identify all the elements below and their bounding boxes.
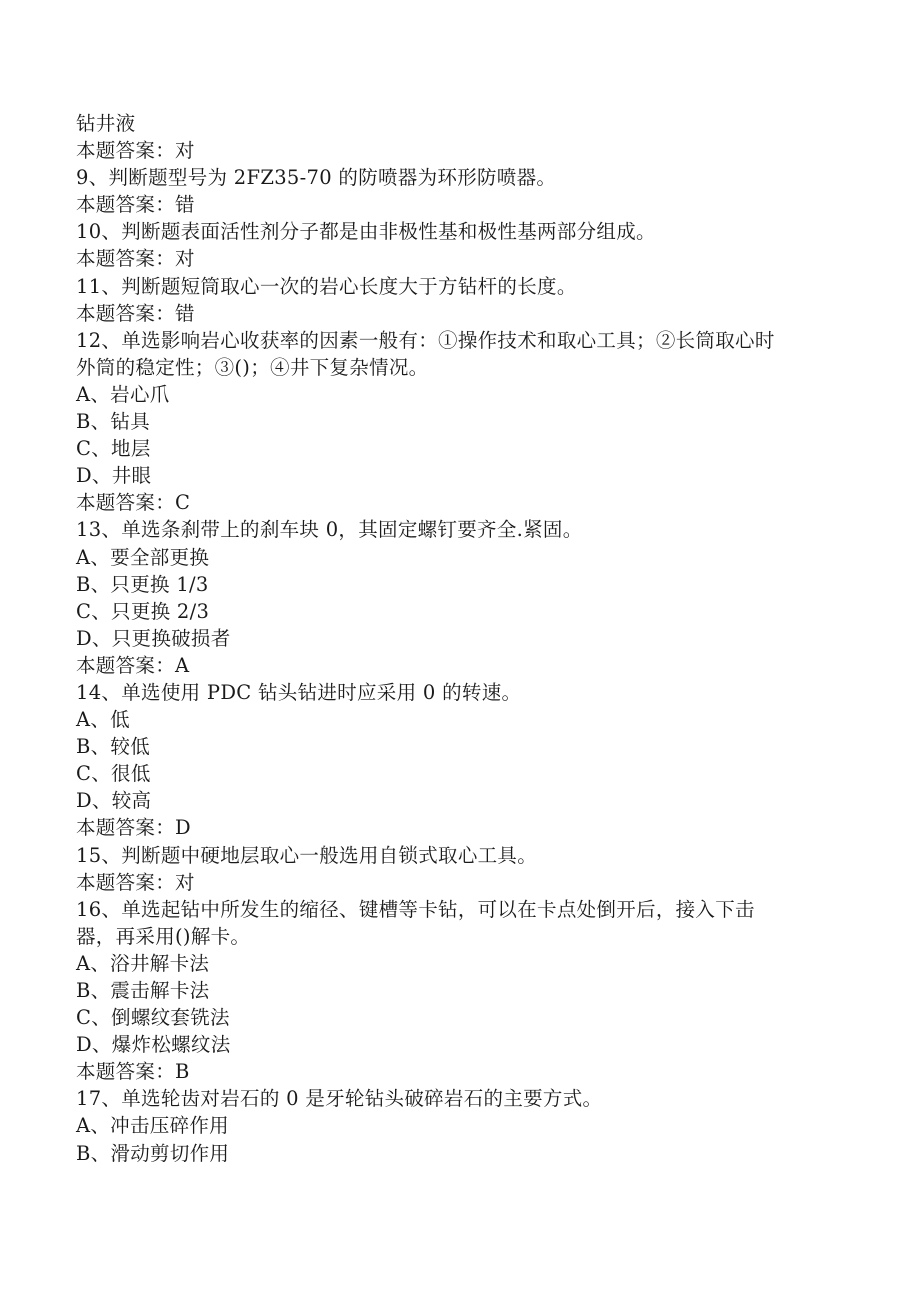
answer-line: 本题答案：错 bbox=[76, 301, 195, 325]
option-line: B、滑动剪切作用 bbox=[76, 1141, 230, 1165]
option-line: A、低 bbox=[76, 708, 130, 732]
question-line: 外筒的稳定性；③()；④井下复杂情况。 bbox=[76, 355, 429, 379]
question-line: 12、单选影响岩心收获率的因素一般有：①操作技术和取心工具；②长筒取心时 bbox=[76, 328, 775, 352]
option-line: B、只更换 1/3 bbox=[76, 572, 209, 596]
answer-line: 本题答案：错 bbox=[76, 193, 195, 217]
question-line: 14、单选使用 PDC 钻头钻进时应采用 0 的转速。 bbox=[76, 680, 522, 704]
document-body bbox=[76, 110, 846, 1167]
question-line: 器，再采用()解卡。 bbox=[76, 924, 251, 948]
answer-line: 本题答案：A bbox=[76, 653, 190, 677]
question-line: 13、单选条刹带上的刹车块 0，其固定螺钉要齐全.紧固。 bbox=[76, 518, 583, 542]
option-line: D、爆炸松螺纹法 bbox=[76, 1033, 231, 1057]
answer-line: 本题答案：对 bbox=[76, 247, 195, 271]
answer-line: 本题答案：对 bbox=[76, 139, 195, 163]
option-line: C、只更换 2/3 bbox=[76, 599, 210, 623]
option-line: B、较低 bbox=[76, 735, 151, 759]
question-line: 15、判断题中硬地层取心一般选用自锁式取心工具。 bbox=[76, 843, 538, 867]
question-line: 10、判断题表面活性剂分子都是由非极性基和极性基两部分组成。 bbox=[76, 220, 656, 244]
option-line: B、震击解卡法 bbox=[76, 979, 210, 1002]
option-line: D、只更换破损者 bbox=[76, 626, 231, 650]
option-line: C、很低 bbox=[76, 762, 151, 786]
question-line: 11、判断题短筒取心一次的岩心长度大于方钻杆的长度。 bbox=[76, 274, 577, 298]
option-line: D、较高 bbox=[76, 789, 152, 813]
option-line: A、浴井解卡法 bbox=[76, 951, 210, 975]
option-line: A、岩心爪 bbox=[76, 382, 170, 406]
option-line: B、钻具 bbox=[76, 410, 151, 434]
answer-line: 本题答案：C bbox=[76, 491, 191, 515]
question-line: 16、单选起钻中所发生的缩径、键槽等卡钻，可以在卡点处倒开后，接入下击 bbox=[76, 897, 755, 921]
question-line: 9、判断题型号为 2FZ35-70 的防喷器为环形防喷器。 bbox=[76, 166, 557, 190]
option-line: A、冲击压碎作用 bbox=[76, 1114, 229, 1138]
text-line: 钻井液 bbox=[76, 112, 136, 135]
option-line: A、要全部更换 bbox=[76, 545, 210, 569]
option-line: C、倒螺纹套铣法 bbox=[76, 1006, 230, 1030]
answer-line: 本题答案：B bbox=[76, 1060, 190, 1084]
option-line: D、井眼 bbox=[76, 464, 152, 488]
question-line: 17、单选轮齿对岩石的 0 是牙轮钻头破碎岩石的主要方式。 bbox=[76, 1087, 603, 1111]
answer-line: 本题答案：对 bbox=[76, 870, 195, 894]
option-line: C、地层 bbox=[76, 437, 151, 461]
answer-line: 本题答案：D bbox=[76, 816, 191, 840]
